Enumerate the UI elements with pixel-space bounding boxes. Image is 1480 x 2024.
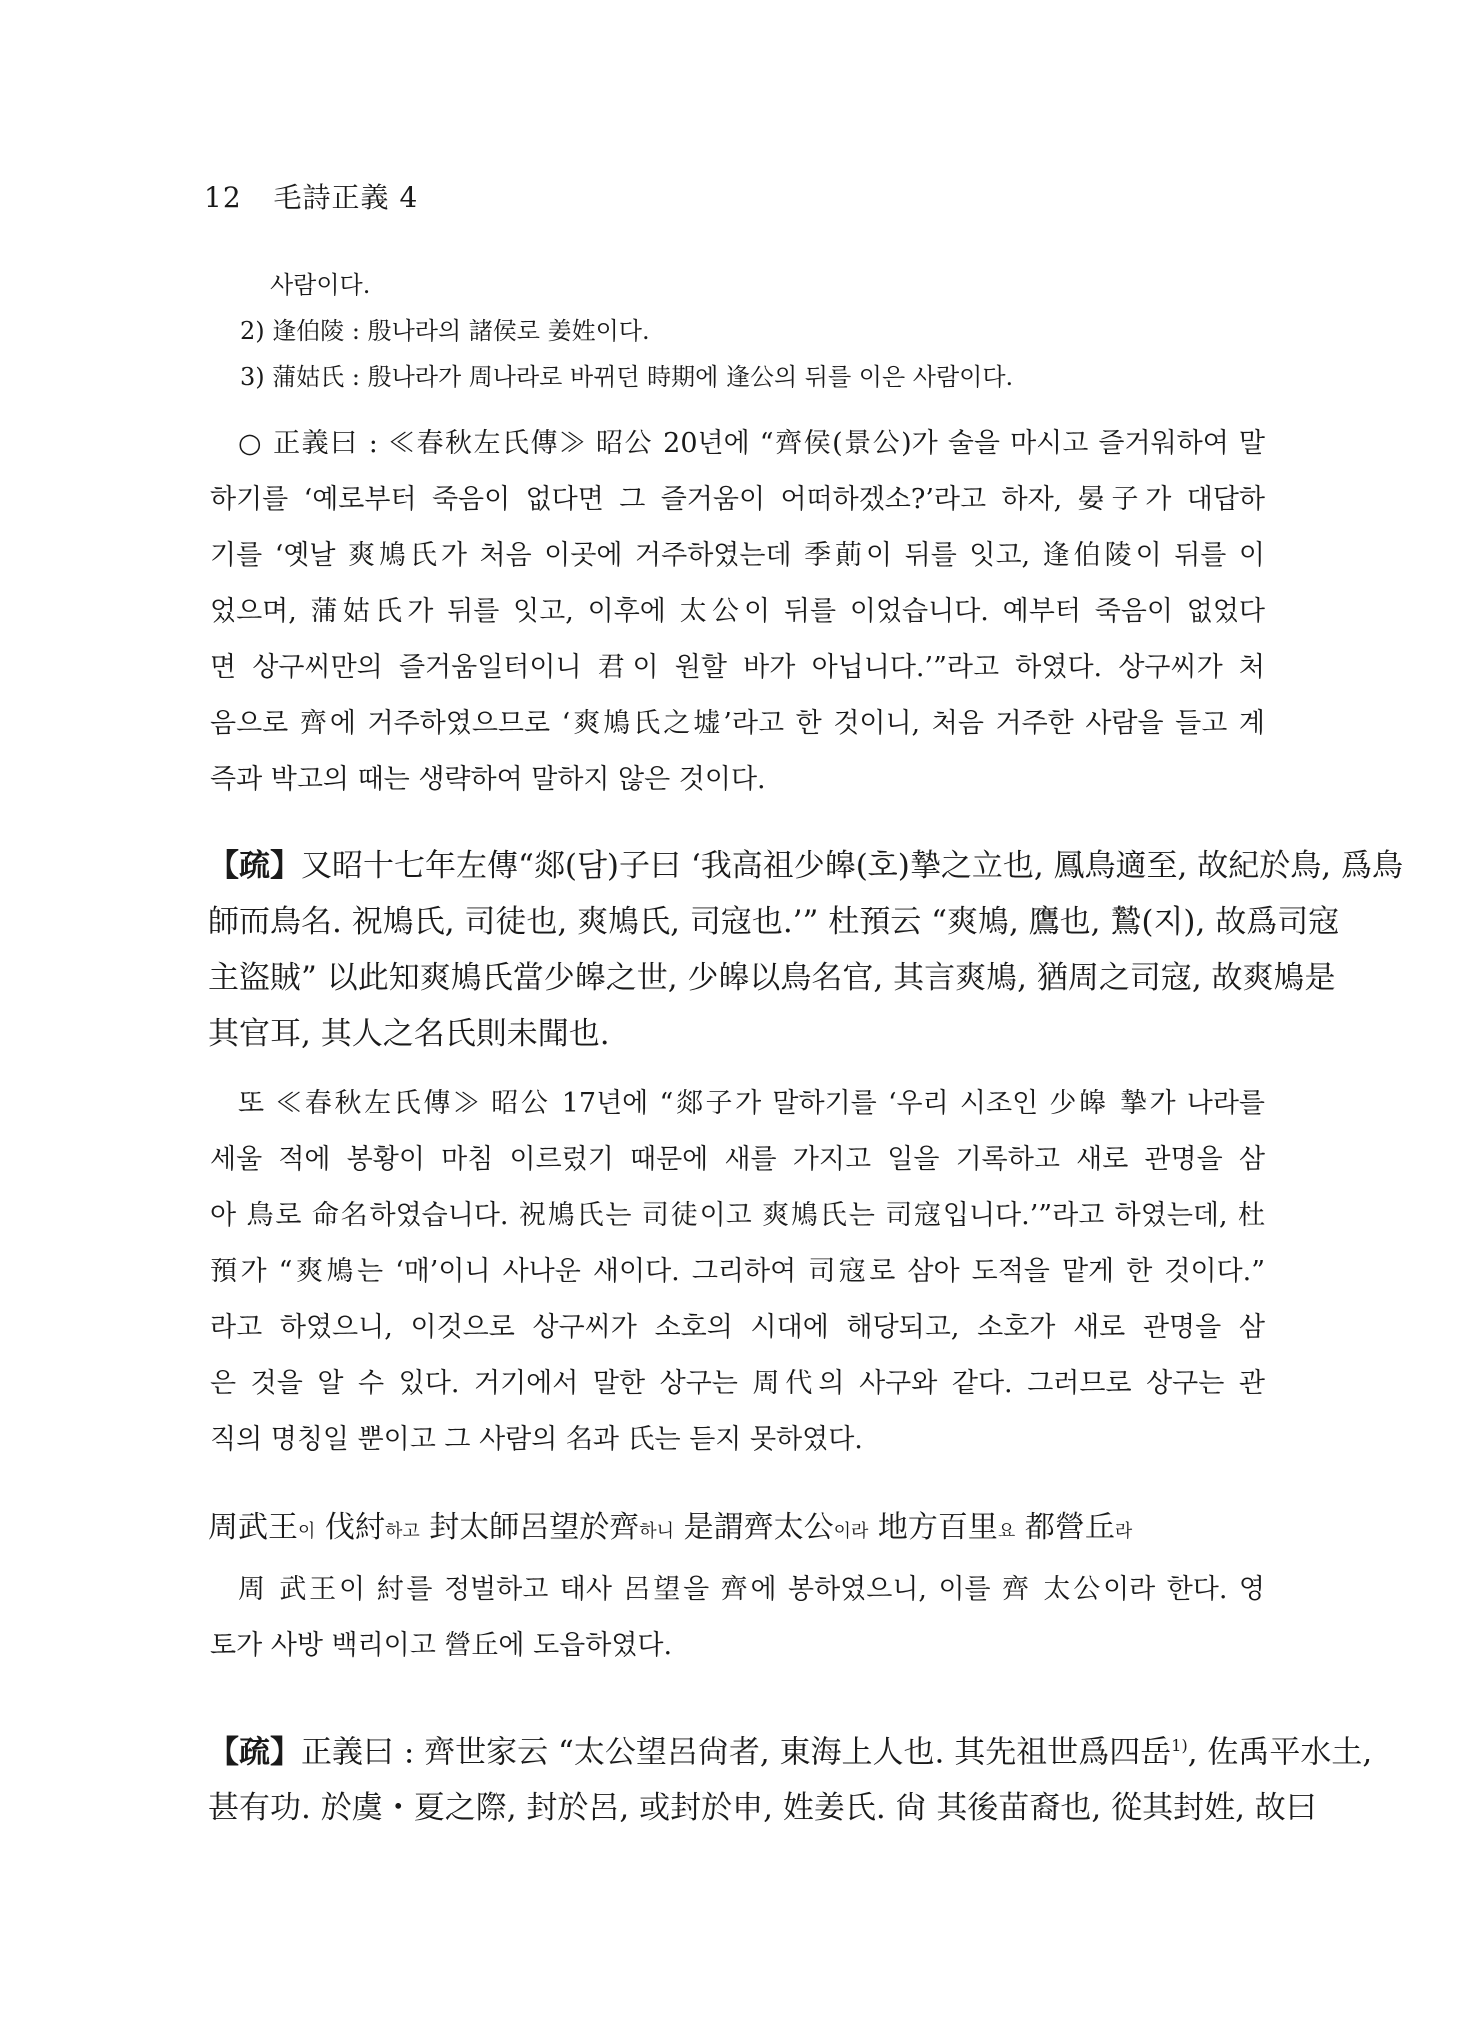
original-phrase: 地方百里 bbox=[877, 1510, 998, 1545]
paragraph-line: 직의 명칭일 뿐이고 그 사람의 名과 氏는 듣지 못하였다. bbox=[210, 1424, 863, 1455]
commentary-line: 其官耳, 其人之名氏則未聞也. bbox=[208, 1016, 610, 1052]
paragraph-line: 면 상구씨만의 즐거움일터이니 君이 원할 바가 아닙니다.’”라고 하였다. 상구씨가 처 bbox=[210, 652, 1265, 683]
paragraph-line: 아 鳥로 命名하였습니다. 祝鳩氏는 司徒이고 爽鳩氏는 司寇입니다.’”라고 하였는데, 杜 bbox=[210, 1200, 1265, 1231]
paragraph-line: 즉과 박고의 때는 생략하여 말하지 않은 것이다. bbox=[210, 764, 766, 795]
particle: 이라 bbox=[833, 1521, 869, 1542]
footnotes bbox=[240, 262, 1295, 400]
footnote-line: 2) 逢伯陵 : 殷나라의 諸侯로 姜姓이다. bbox=[240, 317, 650, 345]
paragraph-line: 라고 하였으니, 이것으로 상구씨가 소호의 시대에 해당되고, 소호가 새로 관명을 삼 bbox=[210, 1312, 1265, 1343]
paragraph-line: 은 것을 알 수 있다. 거기에서 말한 상구는 周代의 사구와 같다. 그러므로 상구는 관 bbox=[210, 1368, 1265, 1399]
commentary-line: 師而鳥名. 祝鳩氏, 司徒也, 爽鳩氏, 司寇也.’” 杜預云 “爽鳩, 鷹也, 鷙(지), 故爲司寇 bbox=[208, 904, 1340, 940]
original-phrase: 周武王 bbox=[208, 1510, 298, 1545]
paragraph-line: 預가 “爽鳩는 ‘매’이니 사나운 새이다. 그리하여 司寇로 삼아 도적을 맡게 한 것이다.” bbox=[210, 1256, 1265, 1287]
translation-paragraph-2 bbox=[210, 1076, 1265, 1468]
particle: 하고 bbox=[384, 1521, 420, 1542]
original-phrase: 是謂齊太公 bbox=[683, 1510, 834, 1545]
commentary-line: 甚有功. 於虞・夏之際, 封於呂, 或封於申, 姓姜氏. 尙 其後苗裔也, 從其封姓, 故曰 bbox=[208, 1790, 1317, 1827]
particle: 이 bbox=[298, 1521, 316, 1542]
paragraph-line: 또 ≪春秋左氏傳≫ 昭公 17년에 “郯子가 말하기를 ‘우리 시조인 少皞 摯가 나라를 bbox=[238, 1088, 1265, 1119]
original-phrase: 封太師呂望於齊 bbox=[429, 1510, 640, 1545]
paragraph-line: 세울 적에 봉황이 마침 이르렀기 때문에 새를 가지고 일을 기록하고 새로 관명을 삼 bbox=[210, 1144, 1265, 1175]
commentary-line: , 佐禹平水土, bbox=[1187, 1734, 1373, 1771]
commentary-tag: 【疏】 bbox=[208, 848, 301, 884]
original-phrase: 都營丘 bbox=[1024, 1510, 1115, 1545]
original-text bbox=[208, 1500, 1263, 1560]
particle: 하니 bbox=[639, 1521, 675, 1542]
commentary-block-2 bbox=[208, 1718, 1373, 1836]
footnote-line: 사람이다. bbox=[270, 271, 371, 299]
commentary-line: 正義曰 : 齊世家云 “太公望呂尙者, 東海上人也. 其先祖世爲四岳 bbox=[301, 1734, 1172, 1771]
commentary-block-1 bbox=[208, 838, 1403, 1062]
footnote-line: 3) 蒲姑氏 : 殷나라가 周나라로 바뀌던 時期에 逢公의 뒤를 이은 사람이다. bbox=[240, 363, 1014, 391]
paragraph-line: 음으로 齊에 거주하였으므로 ‘爽鳩氏之墟’라고 한 것이니, 처음 거주한 사람을 들고 계 bbox=[210, 708, 1265, 739]
paragraph-line: 기를 ‘옛날 爽鳩氏가 처음 이곳에 거주하였는데 季萴이 뒤를 잇고, 逢伯陵이 뒤를 이 bbox=[210, 540, 1265, 571]
book-title: 毛詩正義 4 bbox=[273, 181, 419, 214]
commentary-line: 又昭十七年左傳“郯(담)子曰 ‘我高祖少皞(호)摯之立也, 鳳鳥適至, 故紀於鳥, 爲鳥 bbox=[301, 848, 1403, 884]
paragraph-line: 周 武王이 紂를 정벌하고 태사 呂望을 齊에 봉하였으니, 이를 齊 太公이라 한다. 영 bbox=[238, 1574, 1265, 1605]
particle: 요 bbox=[997, 1521, 1016, 1542]
paragraph-line: ○ 正義曰 : ≪春秋左氏傳≫ 昭公 20년에 “齊侯(景公)가 술을 마시고 즐거워하여 말 bbox=[238, 428, 1265, 459]
commentary-line: 主盜賊” 以此知爽鳩氏當少皞之世, 少皞以鳥名官, 其言爽鳩, 猶周之司寇, 故爽鳩是 bbox=[208, 960, 1336, 996]
paragraph-line: 하기를 ‘예로부터 죽음이 없다면 그 즐거움이 어떠하겠소?’라고 하자, 晏子가 대답하 bbox=[210, 484, 1265, 515]
page-number: 12 bbox=[204, 181, 242, 214]
running-header bbox=[204, 176, 418, 216]
translation-paragraph-3 bbox=[210, 1562, 1265, 1674]
translation-paragraph-1 bbox=[210, 416, 1265, 808]
paragraph-line: 토가 사방 백리이고 營丘에 도읍하였다. bbox=[210, 1630, 673, 1661]
paragraph-line: 었으며, 蒲姑氏가 뒤를 잇고, 이후에 太公이 뒤를 이었습니다. 예부터 죽음이 없었다 bbox=[210, 596, 1265, 627]
original-phrase: 伐紂 bbox=[324, 1510, 385, 1545]
footnote-marker: 1) bbox=[1171, 1736, 1188, 1755]
commentary-tag: 【疏】 bbox=[208, 1734, 301, 1771]
particle: 라 bbox=[1114, 1521, 1133, 1542]
